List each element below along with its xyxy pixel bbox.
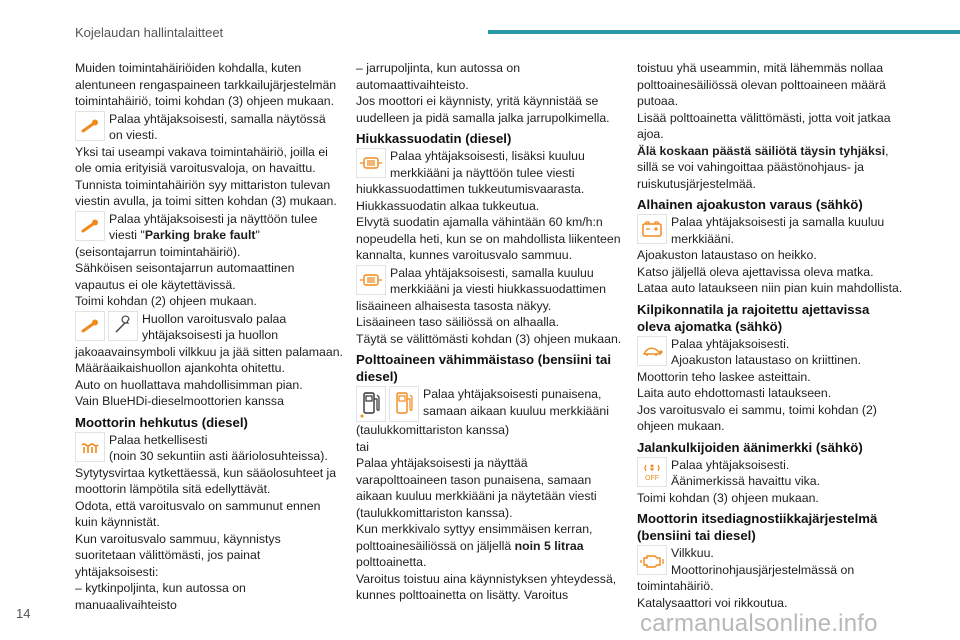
- text-line: – jarrupoljinta, kun autossa on: [356, 61, 521, 75]
- text-line: Vilkkuu.: [671, 546, 714, 560]
- text-line: Palaa yhtäjaksoisesti punaisena,: [423, 387, 602, 401]
- text-line: Sytytysvirtaa kytkettäessä, kun sääolosuhteet ja: [75, 465, 337, 480]
- warning-entry: [75, 432, 337, 465]
- text-line: Palaa yhtäjaksoisesti, lisäksi kuuluu: [390, 149, 585, 163]
- column-1: [75, 60, 343, 613]
- text-line: aikaan kuuluu merkkiääni ja näytetään viesti: [356, 489, 597, 503]
- text-line: Täytä se välittömästi kohdan (3) ohjeen mukaan.: [356, 331, 622, 346]
- text-line: toistuu yhä useammin, mitä lähemmäs nollaa: [637, 61, 884, 75]
- section-heading: Moottorin itsediagnostiikkajärjestelmä: [637, 511, 878, 526]
- text-line: Kun merkkivalo syttyy ensimmäisen kerran,: [356, 522, 593, 536]
- text-line: jakoaavainsymboli vilkkuu ja jää sitten palamaan.: [75, 344, 343, 359]
- text-line: ruiskutusjärjestelmää.: [637, 176, 756, 191]
- text-line: Katso jäljellä oleva ajettavissa oleva matka.: [637, 264, 874, 279]
- header-accent-bar: [488, 30, 960, 34]
- text-line: Ajoakuston lataustaso on kriittinen.: [671, 353, 862, 367]
- text-line: – kytkinpoljinta, kun autossa on: [75, 581, 246, 595]
- text-line: kunnes polttoainetta on lisätty. Varoitus: [356, 588, 569, 602]
- section-heading: Kilpikonnatila ja rajoitettu ajettavissa: [637, 301, 870, 317]
- text-line: Huollon varoitusvalo palaa: [142, 311, 287, 326]
- warning-entry: [356, 386, 620, 422]
- text-line: moottorin lämpötila sitä edellyttävät.: [75, 482, 271, 496]
- fuel-amount-bold: noin 5 litraa: [514, 538, 584, 553]
- text-line: sillä se voi vahingoittaa päästönohjaus- ja: [637, 160, 864, 174]
- text-line: manuaalivaihteisto: [75, 597, 177, 612]
- wrench-icon: [75, 111, 105, 141]
- text-line: toimintahäiriö, toimi kohdan (3) ohjeen mukaan.: [75, 94, 335, 108]
- text-line: Jos moottori ei käynnisty, yritä käynnistää se: [356, 94, 599, 108]
- column-2: [356, 60, 620, 604]
- section-heading: (bensiini tai diesel): [637, 528, 756, 543]
- text-line: ajoa.: [637, 127, 664, 141]
- text-line: merkkiääni.: [671, 231, 734, 246]
- turtle-icon: [637, 336, 667, 366]
- text-line: Hiukkassuodatin alkaa tukkeutua.: [356, 198, 540, 213]
- text-line: Lisää polttoainetta välittömästi, jotta voit jatkaa: [637, 110, 891, 125]
- text-line: Varoitus toistuu aina käynnistyksen yhteydessä,: [356, 571, 617, 586]
- warning-entry: [75, 311, 337, 344]
- warning-entry: [356, 265, 620, 298]
- text-line: polttoainetta.: [356, 555, 427, 569]
- header-title: Kojelaudan hallintalaitteet: [75, 25, 224, 40]
- text-line: vapautus ei ole käytettävissä.: [75, 277, 236, 292]
- text-line: lisäaineen alhaisesta tasosta näkyy.: [356, 298, 552, 313]
- text-line: varapolttoaineen tason punaisena, samaan: [356, 472, 592, 487]
- text-line: Älä koskaan päästä säiliötä täysin tyhjäksi,: [637, 143, 889, 158]
- text-line: merkkiääni ja viesti hiukkassuodattimen: [390, 282, 606, 296]
- text-line: putoaa.: [637, 94, 679, 108]
- text-line: suoritetaan välittömästi, jos painat: [75, 548, 261, 562]
- text-line: (seisontajarrun toimintahäiriö).: [75, 244, 241, 259]
- text-line: Ajoakuston lataustaso on heikko.: [637, 248, 817, 262]
- text-line: Palaa yhtäjaksoisesti ja samalla kuuluu: [671, 215, 885, 229]
- section-heading: Moottorin hehkutus (diesel): [75, 414, 248, 430]
- text-line: viesti "Parking brake fault": [109, 228, 260, 242]
- warning-entry: [356, 148, 620, 181]
- warning-entry: [637, 457, 899, 490]
- text-line: Toimi kohdan (2) ohjeen mukaan.: [75, 294, 257, 308]
- section-heading: Alhainen ajoakuston varaus (sähkö): [637, 197, 863, 212]
- warning-bold: Älä koskaan päästä säiliötä täysin tyhjäksi: [637, 143, 886, 158]
- text-line: Tunnista toimintahäiriön syy mittariston tulevan: [75, 177, 331, 192]
- text-line: Äänimerkissä havaittu vika.: [671, 474, 820, 488]
- watermark: carmanualsonline.info: [640, 610, 878, 637]
- text-line: Yksi tai useampi vakava toimintahäiriö, joilla ei: [75, 144, 328, 159]
- section-heading: Jalankulkijoiden äänimerkki (sähkö): [637, 439, 863, 455]
- svg-text:OFF: OFF: [645, 474, 659, 482]
- text-line: hiukkassuodattimen tukkeutumisvaarasta.: [356, 182, 585, 196]
- page-number: 14: [16, 606, 31, 621]
- text-line: ole omia erityisiä varoitusvaloja, on havaittu.: [75, 161, 316, 175]
- warning-entry: [637, 336, 899, 369]
- particle-filter-icon: [356, 265, 386, 295]
- text-line: (taulukkomittariston kanssa): [356, 423, 510, 437]
- text-line: Lisäaineen taso säiliössä on alhaalla.: [356, 315, 560, 329]
- fuel-pump-outline-icon: [356, 386, 386, 422]
- column-3: [637, 60, 903, 611]
- battery-icon: [637, 214, 667, 244]
- text-line: polttoainesäiliössä on jäljellä noin 5 litraa: [356, 538, 584, 553]
- pedestrian-sound-off-icon: [637, 457, 667, 487]
- text-line: Määräaikaishuollon ajankohta ohitettu.: [75, 361, 285, 375]
- text-line: Palaa yhtäjaksoisesti.: [671, 457, 790, 472]
- text-line: Toimi kohdan (3) ohjeen mukaan.: [637, 490, 819, 505]
- text-line: Muiden toimintahäiriöiden kohdalla, kuten: [75, 61, 302, 75]
- text-line: ohjeen mukaan.: [637, 419, 725, 433]
- text-line: Vain BlueHDi-dieselmoottorien kanssa: [75, 394, 284, 408]
- text-line: uudelleen ja pidä samalla jalka jarrupolkimella.: [356, 110, 610, 125]
- text-line: yhtäjaksoisesti ja huollon: [142, 328, 279, 342]
- text-line: Palaa yhtäjaksoisesti ja näyttää: [356, 456, 528, 470]
- text-line: Kun varoitusvalo sammuu, käynnistys: [75, 531, 281, 546]
- text-line: alentuneen rengaspaineen tarkkailujärjestelmän: [75, 77, 337, 92]
- text-line: kannalta, kunnes varoitusvalo sammuu.: [356, 248, 572, 262]
- text-line: (noin 30 sekuntiin asti ääriolosuhteissa).: [109, 449, 328, 463]
- text-line: Palaa yhtäjaksoisesti.: [671, 336, 790, 351]
- text-line: samaan aikaan kuuluu merkkiääni: [423, 403, 609, 418]
- fuel-pump-orange-icon: [389, 386, 419, 422]
- text-line: Lataa auto lataukseen niin pian kuin mahdollista.: [637, 281, 903, 295]
- text-line: on viesti.: [109, 128, 158, 142]
- text-line: viestin avulla, ja toimi sitten kohdan (3) mukaan.: [75, 194, 337, 208]
- wrench-icon: [75, 311, 105, 341]
- glow-plug-icon: [75, 432, 105, 462]
- text-line: Palaa yhtäjaksoisesti, samalla näytössä: [109, 111, 326, 126]
- text-line: Palaa hetkellisesti: [109, 432, 208, 447]
- text-line: Sähköisen seisontajarrun automaattinen: [75, 261, 295, 275]
- text-line: Laita auto ehdottomasti lataukseen.: [637, 386, 832, 400]
- warning-entry: [75, 111, 337, 144]
- text-line: automaattivaihteisto.: [356, 77, 469, 92]
- warning-entry: [637, 545, 899, 578]
- text-line: (taulukkomittariston kanssa).: [356, 505, 513, 520]
- engine-icon: [637, 545, 667, 575]
- wrench-icon: [75, 211, 105, 241]
- text-line: Jos varoitusvalo ei sammu, toimi kohdan (2): [637, 402, 877, 417]
- text-line: kuin käynnistät.: [75, 515, 160, 529]
- text-line: tai: [356, 439, 369, 454]
- text-line: merkkiääni ja näyttöön tulee viesti: [390, 165, 575, 180]
- text-line: Katalysaattori voi rikkoutua.: [637, 595, 788, 610]
- text-line: Moottorin teho laskee asteittain.: [637, 369, 811, 384]
- text-line: Moottorinohjausjärjestelmässä on: [671, 562, 855, 577]
- message-bold: Parking brake fault: [144, 228, 256, 242]
- text-line: nopeudella heti, kun se on mahdollista liikenteen: [356, 231, 621, 246]
- warning-entry: [75, 211, 337, 244]
- section-heading: diesel): [356, 369, 398, 384]
- warning-entry: [637, 214, 899, 247]
- text-line: Palaa yhtäjaksoisesti, samalla kuuluu: [390, 265, 594, 280]
- text-line: Auto on huollattava mahdollisimman pian.: [75, 377, 303, 392]
- section-heading: oleva ajomatka (sähkö): [637, 318, 783, 334]
- text-line: Elvytä suodatin ajamalla vähintään 60 km/h:n: [356, 215, 603, 229]
- text-line: Palaa yhtäjaksoisesti ja näyttöön tulee: [109, 211, 318, 226]
- text-line: polttoainesäiliössä olevan polttoaineen määrä: [637, 77, 886, 92]
- section-heading: Polttoaineen vähimmäistaso (bensiini tai: [356, 352, 612, 367]
- section-heading: Hiukkassuodatin (diesel): [356, 131, 512, 146]
- text-line: toimintahäiriö.: [637, 579, 714, 593]
- text-line: Odota, että varoitusvalo on sammunut ennen: [75, 498, 321, 513]
- particle-filter-icon: [356, 148, 386, 178]
- spanner-outline-icon: [108, 311, 138, 341]
- text-line: yhtäjaksoisesti:: [75, 564, 159, 579]
